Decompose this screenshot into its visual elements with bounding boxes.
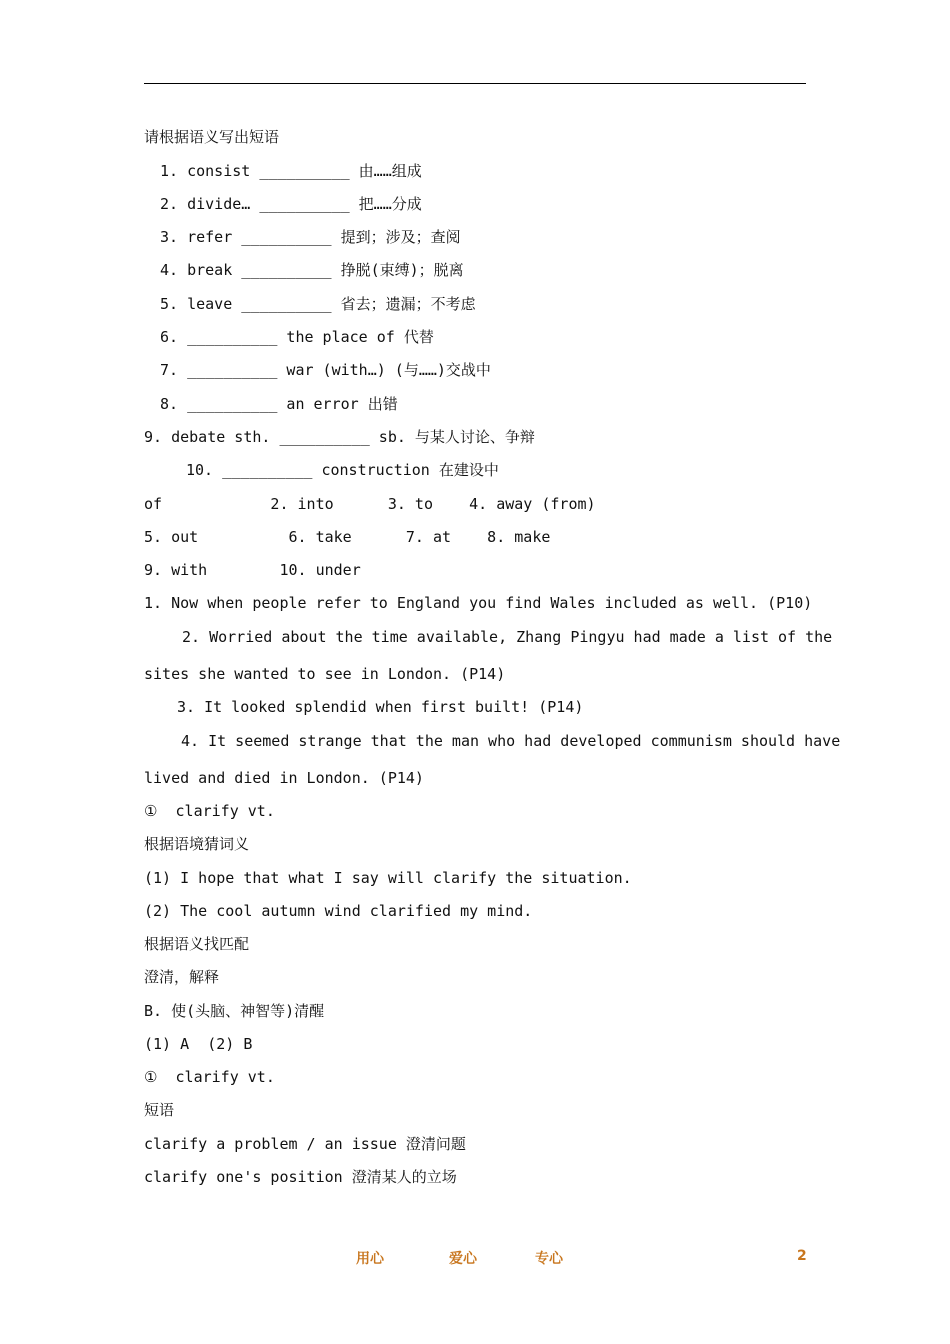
footer-aixin: 爱心 [449, 1251, 477, 1267]
footer-zhuanxin: 专心 [535, 1251, 563, 1267]
phrase-item-10: 10. __________ construction 在建设中 [186, 461, 499, 479]
phrase-item-6: 6. __________ the place of 代替 [160, 328, 434, 346]
vocab-heading-1: ① clarify vt. [144, 802, 275, 820]
meaning-b: B. 使(头脑、神智等)清醒 [144, 1002, 325, 1020]
sentence-2-line-1: 2. Worried about the time available, Zhang Pingyu had made a list of the [182, 628, 833, 646]
phrase-item-2: 2. divide… __________ 把……分成 [160, 195, 422, 213]
answers-row-3: 9. with 10. under [144, 561, 361, 579]
phrase-item-1: 1. consist __________ 由……组成 [160, 162, 422, 180]
phrase-item-5: 5. leave __________ 省去；遗漏；不考虑 [160, 295, 476, 313]
phrase-item-3: 3. refer __________ 提到；涉及；查阅 [160, 228, 461, 246]
page-number: 2 [797, 1248, 807, 1264]
phrase-item-4: 4. break __________ 挣脱(束缚)；脱离 [160, 261, 464, 279]
sentence-1: 1. Now when people refer to England you find Wales included as well. (P10) [144, 594, 813, 612]
match-answer: (1) A (2) B [144, 1035, 253, 1053]
phrase-clarify-position: clarify one's position 澄清某人的立场 [144, 1168, 457, 1186]
answers-row-1: of 2. into 3. to 4. away (from) [144, 495, 596, 513]
match-title: 根据语义找匹配 [144, 935, 250, 953]
vocab-heading-2: ① clarify vt. [144, 1068, 275, 1086]
phrases-title: 短语 [144, 1101, 175, 1119]
example-2: (2) The cool autumn wind clarified my mind. [144, 902, 533, 920]
example-1: (1) I hope that what I say will clarify the situation. [144, 869, 632, 887]
phrase-item-8: 8. __________ an error 出错 [160, 395, 398, 413]
sentence-4-line-1: 4. It seemed strange that the man who had developed communism should have [181, 732, 841, 750]
footer-yongxin: 用心 [356, 1251, 384, 1267]
sentence-2-line-2: sites she wanted to see in London. (P14) [144, 665, 506, 683]
header-rule [144, 83, 806, 84]
phrase-clarify-problem: clarify a problem / an issue 澄清问题 [144, 1135, 466, 1153]
section-title: 请根据语义写出短语 [144, 128, 280, 146]
sentence-3: 3. It looked splendid when first built! (P14) [177, 698, 584, 716]
answers-row-2: 5. out 6. take 7. at 8. make [144, 528, 551, 546]
guess-meaning-title: 根据语境猜词义 [144, 835, 250, 853]
phrase-item-9: 9. debate sth. __________ sb. 与某人讨论、争辩 [144, 428, 535, 446]
phrase-item-7: 7. __________ war (with…) (与……)交战中 [160, 361, 491, 379]
sentence-4-line-2: lived and died in London. (P14) [144, 769, 424, 787]
meaning-a: 澄清，解释 [144, 968, 220, 986]
